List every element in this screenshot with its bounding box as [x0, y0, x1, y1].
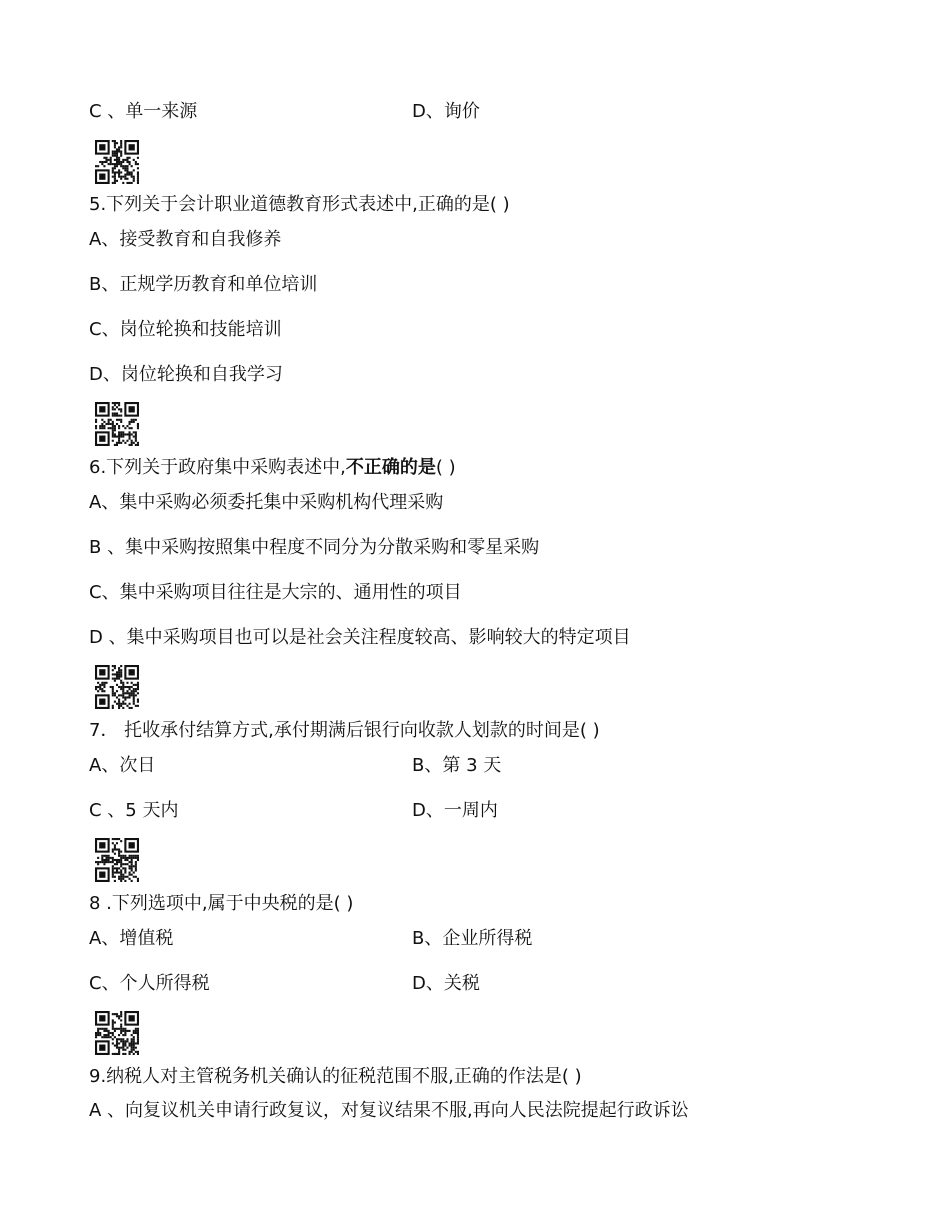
- q6-option-c: C、集中采购项目往往是大宗的、通用性的项目: [89, 582, 462, 603]
- q8-option-d: D、关税: [412, 973, 480, 994]
- q6-question: [89, 456, 456, 480]
- q5-option-a: A、接受教育和自我修养: [89, 229, 282, 250]
- qr-code-icon: [95, 838, 139, 882]
- qr-code-icon: [95, 402, 139, 446]
- q6-question-suffix: ( ): [435, 457, 456, 478]
- q8-question: 8 .下列选项中,属于中央税的是( ): [89, 893, 354, 914]
- q6-option-b: B 、集中采购按照集中程度不同分为分散采购和零星采购: [89, 537, 540, 558]
- q8-option-a: A、增值税: [89, 928, 174, 949]
- q6-question-prefix: 6.下列关于政府集中采购表述中,: [89, 457, 346, 478]
- q7-option-d: D、一周内: [412, 800, 498, 821]
- qr-code-icon: [95, 1011, 139, 1055]
- q6-question-emphasis: 不正确的是: [345, 457, 436, 478]
- q5-option-c: C、岗位轮换和技能培训: [89, 319, 282, 340]
- q5-question: 5.下列关于会计职业道德教育形式表述中,正确的是( ): [89, 194, 510, 215]
- q7-option-a: A、次日: [89, 755, 156, 776]
- qr-code-icon: [95, 665, 139, 709]
- qr-code-icon: [95, 140, 139, 184]
- q9-question: 9.纳税人对主管税务机关确认的征税范围不服,正确的作法是( ): [89, 1066, 582, 1087]
- q5-option-d: D、岗位轮换和自我学习: [89, 364, 283, 385]
- q4-option-d: D、询价: [412, 101, 480, 122]
- q6-option-a: A、集中采购必须委托集中采购机构代理采购: [89, 492, 444, 513]
- q5-option-b: B、正规学历教育和单位培训: [89, 274, 318, 295]
- q8-option-c: C、个人所得税: [89, 973, 210, 994]
- q4-option-c: C 、单一来源: [89, 101, 198, 122]
- q9-option-a: A 、向复议机关申请行政复议，对复议结果不服,再向人民法院提起行政诉讼: [89, 1100, 689, 1121]
- q7-option-c: C 、5 天内: [89, 800, 179, 821]
- q7-option-b: B、第 3 天: [412, 755, 502, 776]
- q7-question: 7． 托收承付结算方式,承付期满后银行向收款人划款的时间是( ): [89, 720, 600, 741]
- q8-option-b: B、企业所得税: [412, 928, 533, 949]
- q6-option-d: D 、集中采购项目也可以是社会关注程度较高、影响较大的特定项目: [89, 627, 631, 648]
